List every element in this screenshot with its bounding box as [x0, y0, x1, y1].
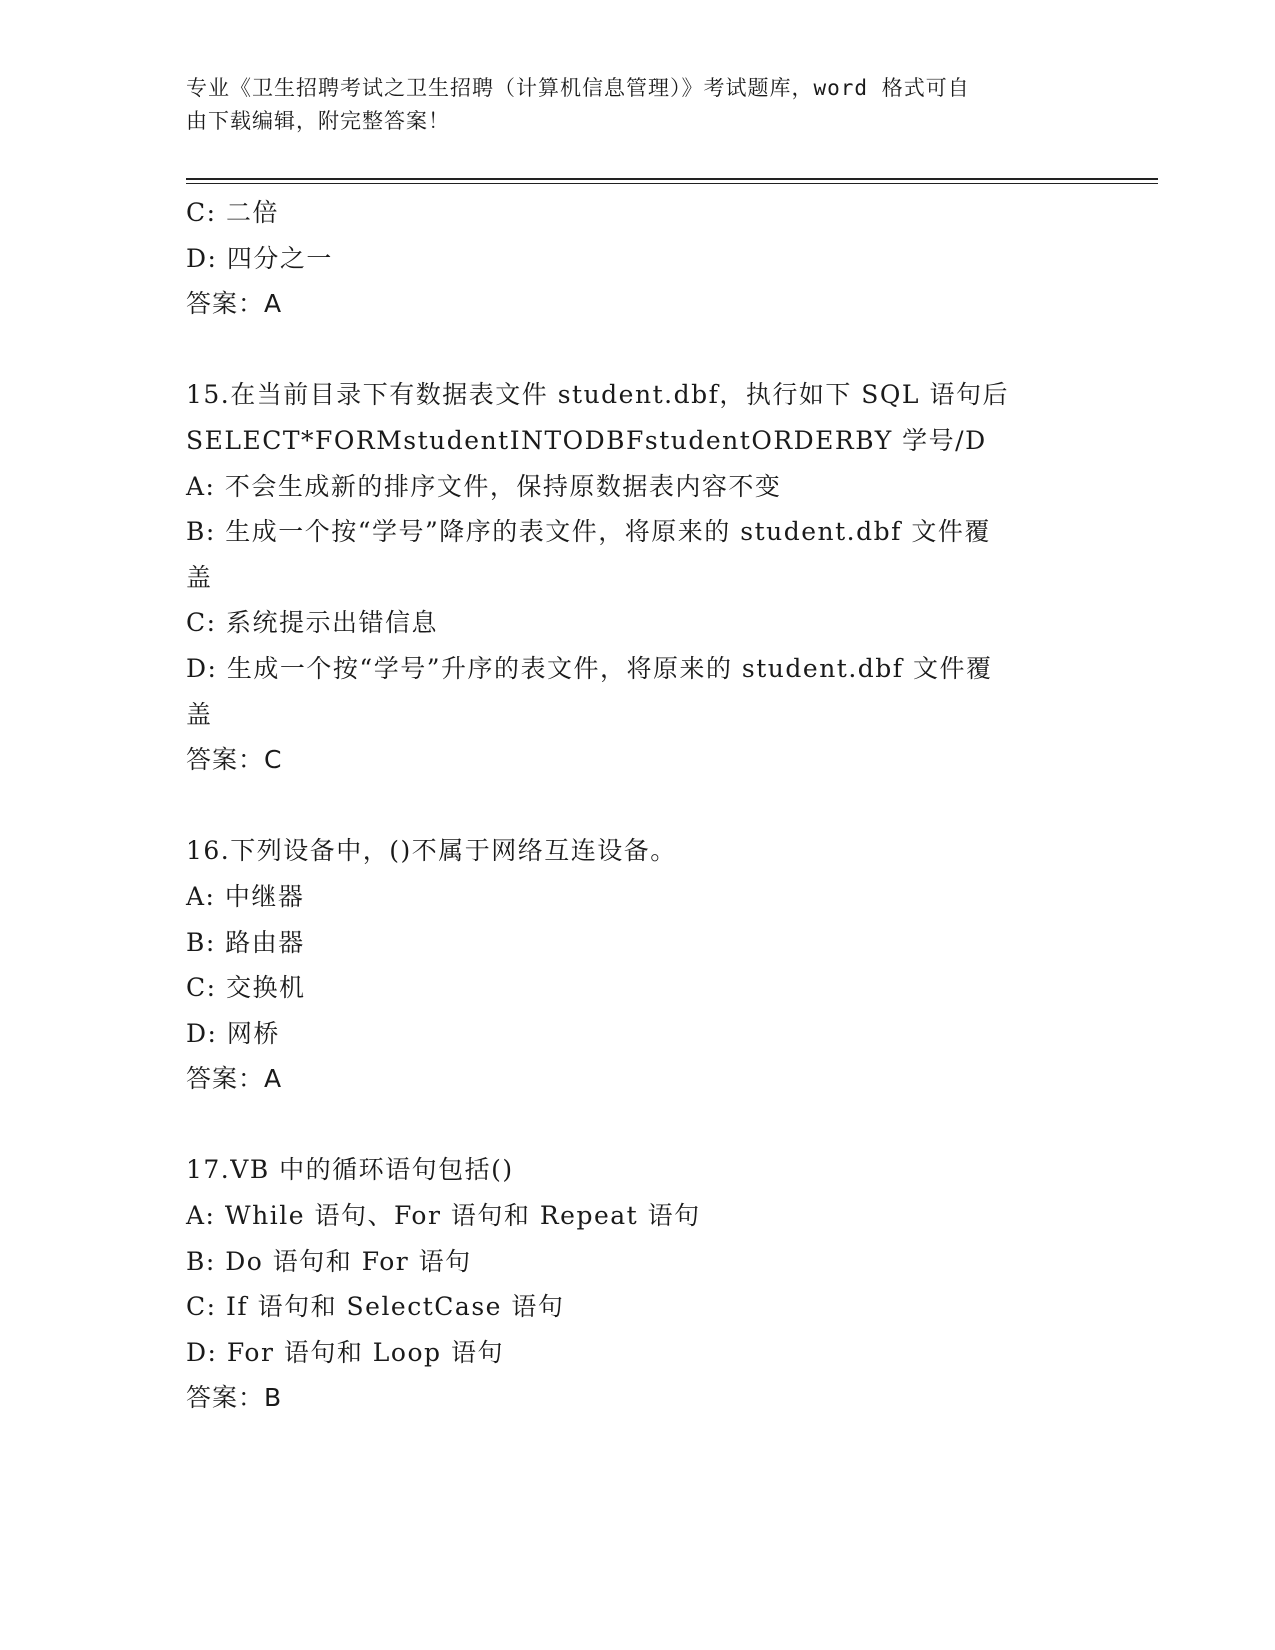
option-a: A: 不会生成新的排序文件，保持原数据表内容不变 [186, 471, 782, 501]
question-14-continued [186, 190, 1106, 327]
answer-line: 答案：B [186, 1383, 283, 1413]
header-line-2: 由下载编辑，附完整答案！ [186, 109, 450, 133]
option-c: C: 二倍 [186, 198, 279, 227]
header-divider-thin [186, 183, 1158, 184]
option-b: B: 生成一个按“学号”降序的表文件，将原来的 student.dbf 文件覆 [186, 517, 991, 547]
option-d: D: 网桥 [186, 1018, 280, 1048]
question-16 [186, 828, 1106, 1102]
answer-line: 答案：C [186, 745, 283, 775]
spacer [186, 327, 1106, 373]
header-divider-thick [186, 178, 1158, 180]
option-b: B: Do 语句和 For 语句 [186, 1246, 472, 1276]
option-a: A: While 语句、For 语句和 Repeat 语句 [186, 1201, 701, 1231]
question-15 [186, 372, 1106, 782]
option-a: A: 中继器 [186, 881, 305, 911]
option-c: C: 系统提示出错信息 [186, 608, 438, 638]
answer-line: 答案：A [186, 289, 283, 319]
document-header [186, 72, 1066, 138]
question-17 [186, 1147, 1106, 1421]
option-d: D: 生成一个按“学号”升序的表文件，将原来的 student.dbf 文件覆 [186, 653, 993, 683]
question-stem: 15.在当前目录下有数据表文件 student.dbf，执行如下 SQL 语句后 [186, 380, 1009, 410]
spacer [186, 783, 1106, 829]
option-d-wrap: 盖 [186, 699, 213, 729]
option-b: B: 路由器 [186, 927, 305, 957]
question-stem: 17.VB 中的循环语句包括() [186, 1155, 514, 1185]
answer-line: 答案：A [186, 1064, 283, 1094]
option-d: D: 四分之一 [186, 243, 333, 273]
header-line-1: 专业《卫生招聘考试之卫生招聘（计算机信息管理）》考试题库，word 格式可自 [186, 76, 970, 100]
question-list [186, 190, 1106, 1421]
question-stem: SELECT*FORMstudentINTODBFstudentORDERBY 学号/D [186, 425, 987, 455]
option-c: C: 交换机 [186, 973, 306, 1003]
question-stem: 16.下列设备中，()不属于网络互连设备。 [186, 836, 677, 866]
spacer [186, 1102, 1106, 1148]
option-b-wrap: 盖 [186, 562, 213, 592]
option-c: C: If 语句和 SelectCase 语句 [186, 1292, 565, 1322]
option-d: D: For 语句和 Loop 语句 [186, 1337, 504, 1367]
